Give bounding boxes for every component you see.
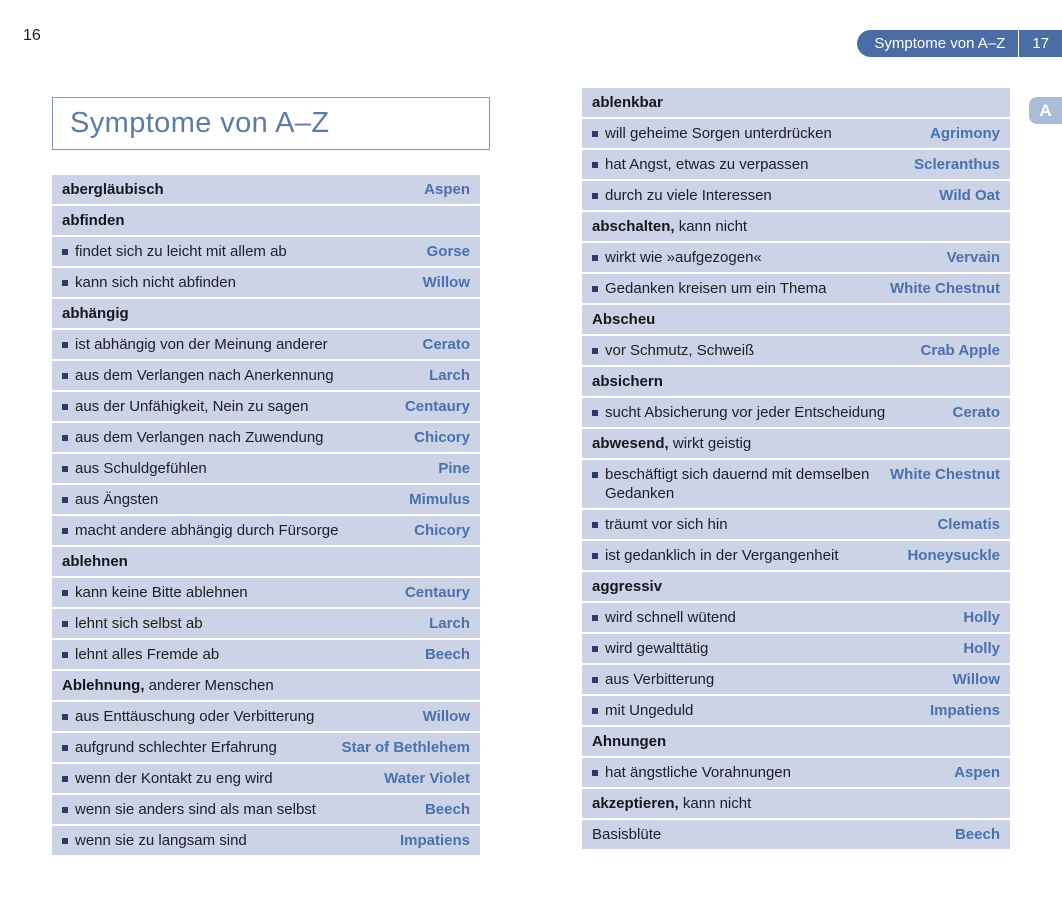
symptom-text: aus Enttäuschung oder Verbitterung (62, 707, 322, 726)
bullet-square-icon (62, 807, 68, 813)
symptom-text: wenn der Kontakt zu eng wird (62, 769, 281, 788)
symptom-row (52, 392, 480, 421)
bullet-square-icon (592, 255, 598, 261)
symptom-row (52, 237, 480, 266)
symptom-text: ist abhängig von der Meinung anderer (62, 335, 336, 354)
remedy-name: Aspen (424, 181, 470, 198)
symptom-text: Abscheu (592, 311, 656, 328)
section-header-row (52, 299, 480, 328)
symptom-text: aus dem Verlangen nach Anerkennung (62, 366, 342, 385)
symptom-row (52, 268, 480, 297)
remedy-name: Centaury (404, 584, 470, 601)
bullet-square-icon (62, 838, 68, 844)
bullet-square-icon (592, 131, 598, 137)
symptom-text: ist gedanklich in der Vergangenheit (592, 546, 847, 565)
symptom-text: Gedanken kreisen um ein Thema (592, 279, 835, 298)
symptom-text: ablenkbar (592, 94, 663, 111)
remedy-name: Beech (424, 646, 470, 663)
symptom-text: lehnt sich selbst ab (62, 614, 211, 633)
section-header-row (582, 572, 1010, 601)
remedy-name: Willow (952, 671, 1000, 688)
bullet-square-icon (592, 286, 598, 292)
symptom-text: wirkt wie »aufgezogen« (592, 248, 770, 267)
symptom-row (52, 702, 480, 731)
symptom-row (582, 758, 1010, 787)
bullet-square-icon (62, 497, 68, 503)
remedy-name: Pine (438, 460, 470, 477)
remedy-name: Willow (422, 708, 470, 725)
bullet-square-icon (62, 652, 68, 658)
symptom-row (582, 181, 1010, 210)
symptom-text: Ablehnung, anderer Menschen (62, 677, 274, 694)
symptom-text: ablehnen (62, 553, 128, 570)
symptom-text: wenn sie zu langsam sind (62, 831, 255, 850)
symptom-text: aus der Unfähigkeit, Nein zu sagen (62, 397, 316, 416)
symptom-row (582, 150, 1010, 179)
symptom-row (582, 603, 1010, 632)
bullet-square-icon (592, 708, 598, 714)
symptom-text: macht andere abhängig durch Fürsorge (62, 521, 347, 540)
symptom-row (52, 485, 480, 514)
symptom-row (52, 609, 480, 638)
remedy-name: Wild Oat (939, 187, 1000, 204)
symptom-row (582, 119, 1010, 148)
remedy-name: Cerato (422, 336, 470, 353)
remedy-name: Holly (963, 609, 1000, 626)
symptom-text: Basisblüte (592, 826, 662, 843)
symptom-row (582, 336, 1010, 365)
bullet-square-icon (62, 435, 68, 441)
bullet-square-icon (62, 714, 68, 720)
section-header-row (582, 727, 1010, 756)
bullet-square-icon (592, 162, 598, 168)
symptom-text: wenn sie anders sind als man selbst (62, 800, 324, 819)
symptom-text: beschäftigt sich dauernd mit demselben Gedanken (592, 465, 890, 503)
symptom-text: akzeptieren, kann nicht (592, 795, 752, 812)
symptom-text: kann sich nicht abfinden (62, 273, 244, 292)
symptom-row (582, 541, 1010, 570)
symptom-row (52, 826, 480, 855)
page-number-right: 17 (1032, 35, 1049, 52)
remedy-name: Beech (424, 801, 470, 818)
bullet-square-icon (62, 342, 68, 348)
symptom-text: vor Schmutz, Schweiß (592, 341, 762, 360)
running-header-title: Symptome von A–Z (874, 35, 1006, 52)
symptom-row (52, 330, 480, 359)
symptom-row (582, 510, 1010, 539)
section-header-row (582, 88, 1010, 117)
symptom-text: abfinden (62, 212, 125, 229)
section-header-row (582, 212, 1010, 241)
remedy-name: Larch (429, 615, 470, 632)
symptom-row (582, 398, 1010, 427)
remedy-name: Star of Bethlehem (341, 739, 470, 756)
remedy-name: Aspen (954, 764, 1000, 781)
remedy-name: Impatiens (929, 702, 1000, 719)
symptom-text: wird schnell wütend (592, 608, 744, 627)
remedy-name: Cerato (952, 404, 1000, 421)
bullet-square-icon (62, 249, 68, 255)
remedy-name: Mimulus (409, 491, 470, 508)
remedy-name: Water Violet (384, 770, 470, 787)
bullet-square-icon (62, 404, 68, 410)
bullet-square-icon (592, 677, 598, 683)
remedy-name: Honeysuckle (907, 547, 1000, 564)
bullet-square-icon (62, 776, 68, 782)
symptom-text: sucht Absicherung vor jeder Entscheidung (592, 403, 893, 422)
remedy-name: White Chestnut (890, 466, 1000, 483)
running-header-badge (857, 30, 1062, 57)
symptom-text: wird gewalttätig (592, 639, 716, 658)
remedy-name: Beech (954, 826, 1000, 843)
remedy-name: Gorse (426, 243, 470, 260)
symptom-text: aus dem Verlangen nach Zuwendung (62, 428, 332, 447)
symptom-text: kann keine Bitte ablehnen (62, 583, 256, 602)
symptom-row (52, 423, 480, 452)
symptom-text: durch zu viele Interessen (592, 186, 780, 205)
symptom-row (582, 820, 1010, 849)
section-header-row (52, 206, 480, 235)
symptom-row (52, 640, 480, 669)
bullet-square-icon (592, 522, 598, 528)
symptom-text: abschalten, kann nicht (592, 218, 748, 235)
bullet-square-icon (592, 646, 598, 652)
bullet-square-icon (62, 280, 68, 286)
symptom-row (582, 460, 1010, 508)
symptom-text: aufgrund schlechter Erfahrung (62, 738, 285, 757)
section-header-row (52, 671, 480, 700)
symptom-row (582, 243, 1010, 272)
symptom-row (52, 764, 480, 793)
symptom-row (582, 274, 1010, 303)
chapter-title-box (52, 97, 490, 150)
symptom-text: Ahnungen (592, 733, 667, 750)
bullet-square-icon (62, 528, 68, 534)
symptom-row (52, 361, 480, 390)
symptom-row (52, 733, 480, 762)
symptom-text: hat ängstliche Vorahnungen (592, 763, 799, 782)
symptom-row (52, 516, 480, 545)
remedy-name: Chicory (414, 429, 470, 446)
bullet-square-icon (592, 472, 598, 478)
remedy-name: Vervain (946, 249, 1000, 266)
symptom-text: abwesend, wirkt geistig (592, 435, 752, 452)
symptom-row (52, 795, 480, 824)
remedy-name: White Chestnut (890, 280, 1000, 297)
symptom-row (52, 454, 480, 483)
bullet-square-icon (592, 770, 598, 776)
page-number-left: 16 (23, 27, 41, 44)
symptom-text: hat Angst, etwas zu verpassen (592, 155, 816, 174)
symptom-row (582, 665, 1010, 694)
symptom-text: mit Ungeduld (592, 701, 701, 720)
symptom-text: lehnt alles Fremde ab (62, 645, 227, 664)
bullet-square-icon (62, 590, 68, 596)
remedy-name: Scleranthus (914, 156, 1000, 173)
section-header-row (582, 367, 1010, 396)
section-header-row (52, 547, 480, 576)
symptom-text: aggressiv (592, 578, 663, 595)
symptom-text: aus Ängsten (62, 490, 166, 509)
symptom-text: aus Schuldgefühlen (62, 459, 215, 478)
bullet-square-icon (592, 348, 598, 354)
bullet-square-icon (62, 466, 68, 472)
chapter-title: Symptome von A–Z (70, 107, 330, 139)
remedy-name: Crab Apple (920, 342, 1000, 359)
symptom-text: absichern (592, 373, 663, 390)
remedy-name: Larch (429, 367, 470, 384)
bullet-square-icon (62, 621, 68, 627)
remedy-name: Impatiens (399, 832, 470, 849)
bullet-square-icon (592, 410, 598, 416)
remedy-name: Clematis (937, 516, 1000, 533)
bullet-square-icon (592, 553, 598, 559)
remedy-name: Centaury (404, 398, 470, 415)
remedy-name: Agrimony (929, 125, 1000, 142)
remedy-name: Chicory (414, 522, 470, 539)
symptom-text: abergläubisch (62, 181, 164, 198)
section-header-row (582, 429, 1010, 458)
bullet-square-icon (592, 615, 598, 621)
symptom-text: träumt vor sich hin (592, 515, 736, 534)
section-header-row (582, 305, 1010, 334)
bullet-square-icon (62, 373, 68, 379)
symptom-text: aus Verbitterung (592, 670, 722, 689)
symptom-text: will geheime Sorgen unterdrücken (592, 124, 840, 143)
symptom-table-right (582, 88, 1010, 851)
bullet-square-icon (592, 193, 598, 199)
symptom-row (582, 634, 1010, 663)
remedy-name: Holly (963, 640, 1000, 657)
symptom-text: findet sich zu leicht mit allem ab (62, 242, 295, 261)
symptom-table-left (52, 175, 480, 857)
symptom-row (52, 578, 480, 607)
remedy-name: Willow (422, 274, 470, 291)
symptom-text: abhängig (62, 305, 129, 322)
section-header-row (52, 175, 480, 204)
alphabet-tab-a: A (1029, 97, 1062, 124)
section-header-row (582, 789, 1010, 818)
symptom-row (582, 696, 1010, 725)
bullet-square-icon (62, 745, 68, 751)
